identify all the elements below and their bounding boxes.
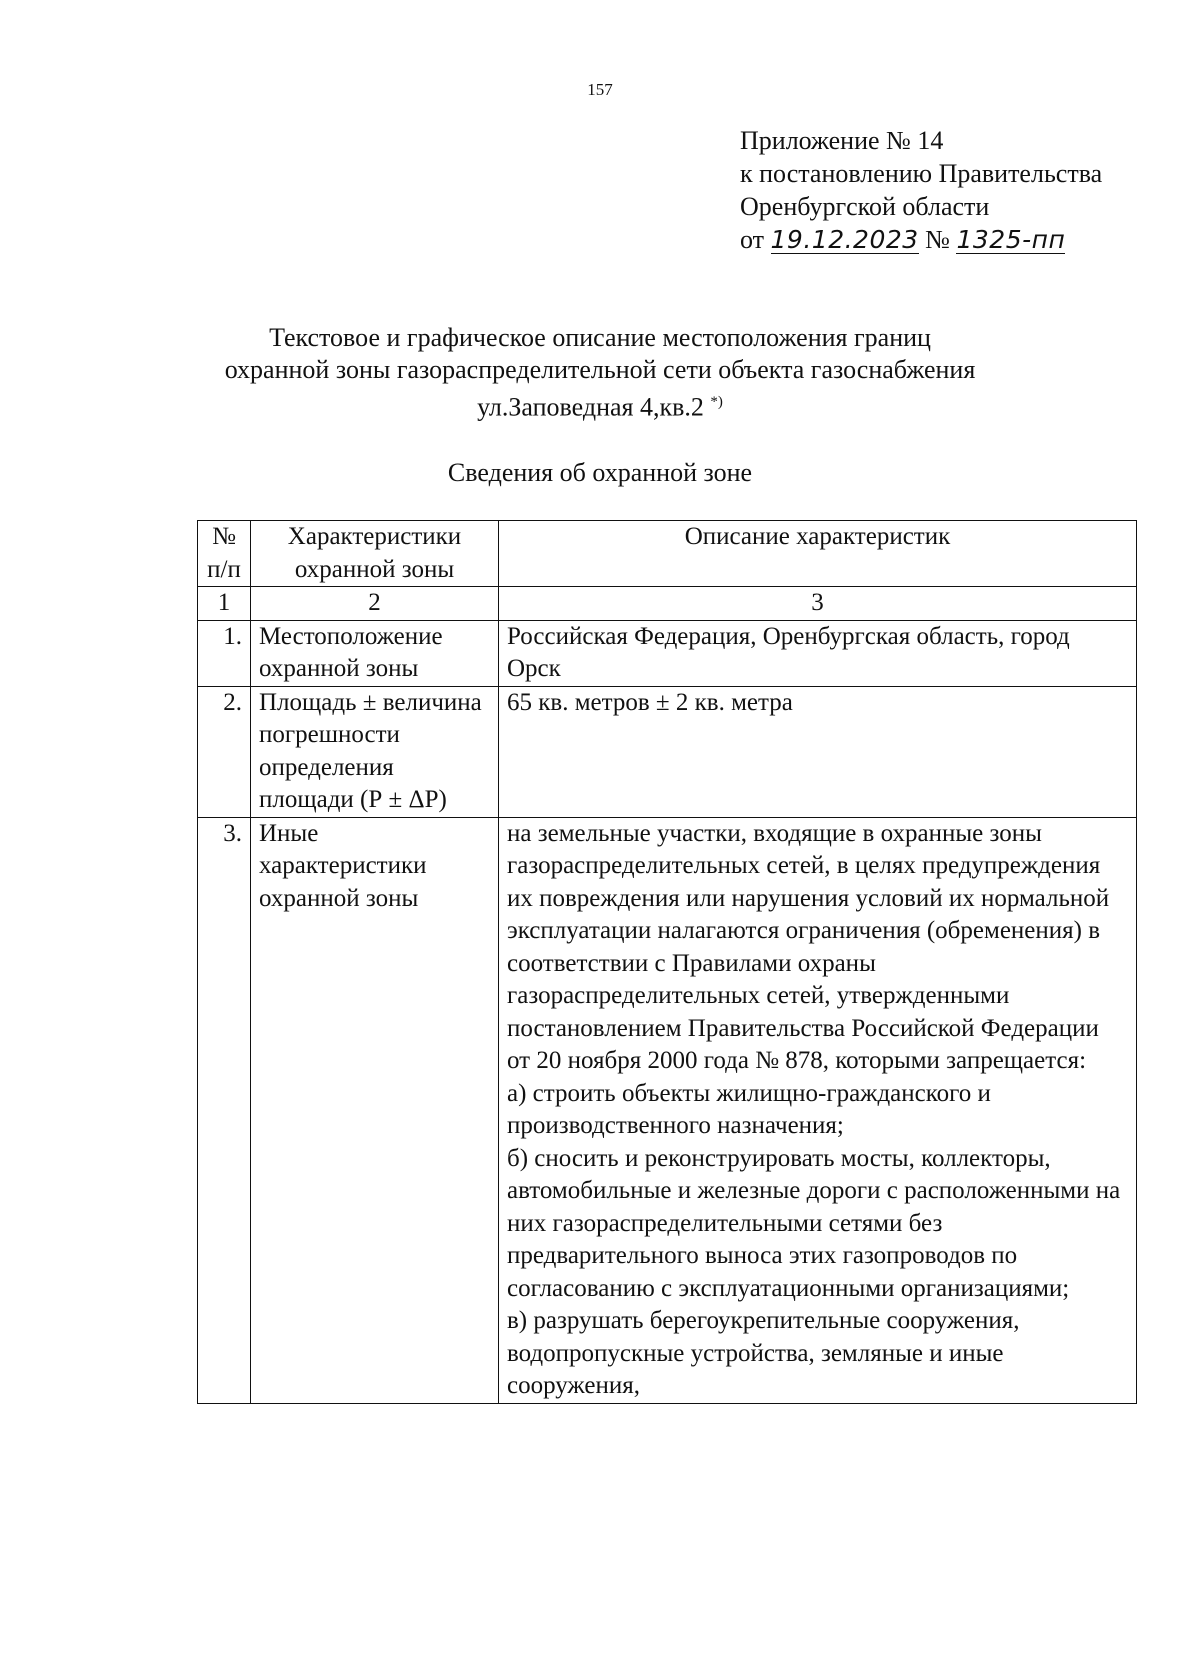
- row-characteristic: Местоположение охранной зоны: [251, 620, 499, 686]
- description-paragraph: б) сносить и реконструировать мосты, коллекторы, автомобильные и железные дороги с расположенными на них газораспределительными сетями без предварительного выноса этих газопроводов по согласованию с эксплуатационными организациями;: [507, 1144, 1121, 1302]
- table-index-row: [198, 587, 1137, 621]
- header-num-line-1: №: [212, 523, 236, 550]
- table-row: [198, 686, 1137, 817]
- date-prefix: от: [740, 225, 765, 254]
- header-characteristic-line-1: Характеристики: [287, 523, 462, 550]
- section-subtitle: Сведения об охранной зоне: [447, 458, 753, 487]
- index-cell-3: 3: [499, 587, 1137, 621]
- description-paragraph: в) разрушать берегоукрепительные сооружения, водопропускные устройства, земляные и иные сооружения,: [507, 1307, 1020, 1399]
- table-row: [198, 817, 1137, 1403]
- row-description: [499, 817, 1137, 1403]
- appendix-block: [740, 124, 1102, 256]
- header-num-line-2: п/п: [207, 555, 241, 583]
- table-row: [198, 620, 1137, 686]
- appendix-line-1: Приложение № 14: [740, 126, 944, 155]
- appendix-line-3: Оренбургской области: [740, 192, 990, 221]
- zone-info-table: [197, 520, 1137, 1404]
- table-header-row: [198, 521, 1137, 587]
- header-description: Описание характеристик: [499, 521, 1137, 587]
- title-line-1: Текстовое и графическое описание местоположения границ: [269, 323, 931, 352]
- header-num: [198, 521, 251, 587]
- appendix-date-line: [740, 223, 1102, 256]
- document-title: [0, 322, 1200, 424]
- row-description: 65 кв. метров ± 2 кв. метра: [499, 686, 1137, 817]
- title-line-3: [0, 386, 1200, 424]
- row-characteristic: Площадь ± величина погрешности определения площади (Р ± ΔР): [251, 686, 499, 817]
- row-number: 3.: [198, 817, 251, 1403]
- description-paragraph: а) строить объекты жилищно-гражданского и производственного назначения;: [507, 1079, 991, 1139]
- appendix-line-2: к постановлению Правительства: [740, 159, 1103, 188]
- title-address: ул.Заповедная 4,кв.2: [477, 392, 704, 422]
- header-characteristic-line-2: охранной зоны: [294, 555, 455, 583]
- row-number: 2.: [198, 686, 251, 817]
- header-characteristic: [251, 521, 499, 587]
- page-number: 157: [587, 80, 613, 99]
- row-characteristic: Иные характеристики охранной зоны: [251, 817, 499, 1403]
- number-sign: №: [925, 225, 950, 254]
- index-cell-1: 1: [198, 587, 251, 621]
- index-cell-2: 2: [251, 587, 499, 621]
- description-paragraph: на земельные участки, входящие в охранные зоны газораспределительных сетей, в целях предупреждения их повреждения или нарушения условий их нормальной эксплуатации налагаются ограничения (обременения) в соответствии с Правилами охраны газораспределительных сетей, утвержденными постановлением Правительства Российской Федерации: [507, 819, 1110, 1042]
- footnote-mark: *): [710, 394, 723, 410]
- handwritten-number: 1325-пп: [956, 225, 1066, 254]
- title-line-2: охранной зоны газораспределительной сети объекта газоснабжения: [224, 355, 976, 384]
- row-number: 1.: [198, 620, 251, 686]
- handwritten-date: 19.12.2023: [770, 225, 919, 254]
- row-description: Российская Федерация, Оренбургская область, город Орск: [499, 620, 1137, 686]
- description-paragraph: от 20 ноября 2000 года № 878, которыми запрещается:: [507, 1047, 1087, 1074]
